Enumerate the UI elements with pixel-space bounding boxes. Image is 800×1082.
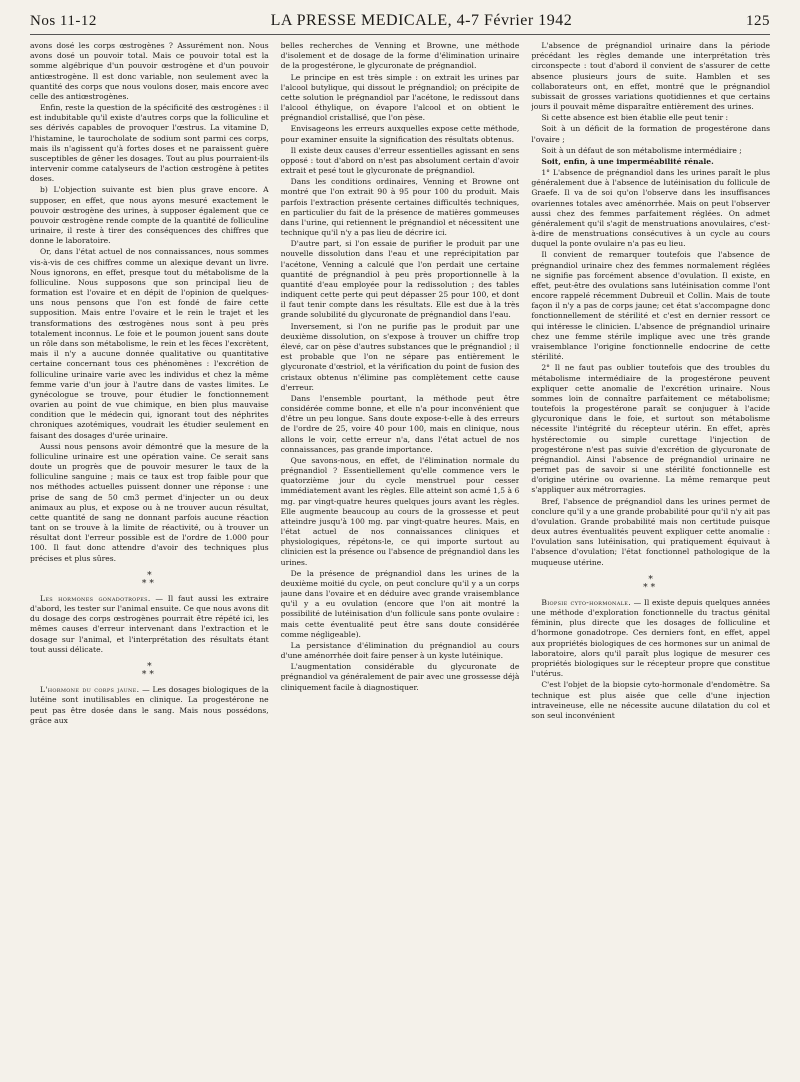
paragraph: Que savons-nous, en effet, de l'élimination normale du prégnandiol ? Essentiellement qu'elle commence vers le quatorzième jour du cycle menstruel pour cesser immédiatement avant les règles. Elle atteint son acmé 1,5 à 6 mg. par vingt-quatre heures quelques jours avant les règles. Elle augmente beaucoup au cours de la grossesse et peut atteindre jusqu'à 100 mg. par vingt-quatre heures. Mais, en l'état actuel de nos connaissances cliniques et physiologiques, répétons-le, ce qui importe surtout au clinicien est la présence ou l'absence de prégnandiol dans les urines.: [280, 455, 520, 567]
section-separator: * **: [141, 570, 157, 589]
paragraph: Soit à un déficit de la formation de progestérone dans l'ovaire ;: [531, 124, 771, 144]
paragraph: La persistance d'élimination du prégnandiol au cours d'une aménorrhée doit faire penser à un kyste lutéinique.: [280, 640, 520, 661]
paragraph: Il convient de remarquer toutefois que l'absence de prégnandiol urinaire chez des femmes normalement réglées ne signifie pas forcément absence d'ovulation. Il existe, en effet, peut-être des ovulations sans lutéinisation comme l'ont encore rappelé récemment Dubreuil et Collin. Mais de toute façon il n'y a pas de corps jaune; cet état s'accompagne donc fonctionnellement de stérilité et c'est en dernier ressort ce qui intéresse le clinicien. L'absence de prégnandiol urinaire chez une femme stérile implique avec une très grande vraisemblance l'origine fonctionnelle endocrine de cette stérilité.: [531, 250, 771, 362]
section-gonadotropes: [30, 594, 269, 655]
paragraph: Aussi nous pensons avoir démontré que la mesure de la folliculine urinaire est une opération vaine. Ce serait sans doute un progrès que de pouvoir mesurer le taux de la folliculine sanguine ; mais ce taux est trop faible pour que nos méthodes actuelles puissent donner une réponse : une prise de sang de 50 cm3 permet d'injecter un ou deux animaux au plus, et expose ou à ne trouver aucun résultat, cette quantité de sang ne donnant parfois aucune réaction tant on se trouve à la limite de réactivité, ou à trouver un résultat dont l'erreur possible est de l'ordre de 1.000 pour 100. Il faut donc attendre d'avoir des techniques plus précises et plus sûres.: [30, 441, 269, 563]
page-number: 125: [746, 13, 770, 29]
issue-number: Nos 11-12: [30, 13, 97, 29]
paragraph: Dans l'ensemble pourtant, la méthode peut être considérée comme bonne, et elle n'a pour inconvénient que d'être un peu longue. Sans doute expose-t-elle à des erreurs de l'ordre de 25, voire 40 pour 100, mais en clinique, nous allons le voir, cette erreur n'a, dans l'état actuel de nos connaissances, pas grande importance.: [280, 393, 520, 454]
section-separator: * **: [643, 574, 659, 593]
section-corps-jaune: [30, 685, 269, 726]
paragraph: L'absence de prégnandiol urinaire dans la période précédant les règles demande une interprétation très circonspecte : tout d'abord il convient de s'assurer de cette absence plusieurs jours de suite. Hamblen et ses collaborateurs ont, en effet, montré que le prégnandiol subissait de grosses variations quotidiennes et que certains jours il pouvait même disparaître entièrement des urines.: [531, 41, 771, 112]
paragraph: De la présence de prégnandiol dans les urines de la deuxième moitié du cycle, on peut conclure qu'il y a un corps jaune dans l'ovaire et en déduire avec grande vraisemblance qu'il y a eu ovulation (encore que l'on ait montré la possibilité de lutéinisation d'un follicule sans ponte ovulaire : mais cette éventualité peut être sans doute considérée comme négligeable).: [280, 568, 520, 639]
section-separator: * **: [141, 661, 157, 681]
paragraph: Enfin, reste la question de la spécificité des œstrogènes : il est indubitable qu'il existe d'autres corps que la folliculine et ses dérivés capables de provoquer l'œstrus. La vitamine D, l'histamine, le taurocholate de sodium sont parmi ces corps, mais ils n'agissent qu'à fortes doses et ne paraissent guère susceptibles de gêner les dosages. Tout au plus pourraient-ils intervenir comme catalyseurs de l'action œstrogène à petites doses.: [30, 103, 269, 184]
section-text: — Il existe depuis quelques années une méthode d'exploration fonctionnelle du tractus génital féminin, plus directe que les dosages de folliculine et d'hormone gonadotrope. Ces derniers font, en effet, appel aux propriétés biologiques de ces hormones sur un animal de laboratoire, alors qu'il paraît plus logique de mesurer ces propriétés biologiques sur le récepteur propre que constitue l'utérus.: [531, 597, 771, 679]
paragraph: Inversement, si l'on ne purifie pas le produit par une deuxième dissolution, on s'expose à trouver un chiffre trop élevé, car on pèse d'autres substances que le prégnandiol ; il est probable que l'on ne sépare pas entièrement le glycuronate d'œstriol, et la vérification du point de fusion des cristaux obtenus n'élimine pas complètement cette cause d'erreur.: [280, 321, 520, 392]
column-3: [531, 41, 770, 1071]
publication-title: LA PRESSE MEDICALE, 4-7 Février 1942: [270, 12, 573, 29]
paragraph: Si cette absence est bien établie elle peut tenir :: [541, 113, 729, 123]
paragraph: Il existe deux causes d'erreur essentielles agissant en sens opposé : tout d'abord on n'est pas absolument certain d'avoir extrait et pesé tout le glycuronate de prégnandiol.: [280, 145, 520, 176]
paragraph: Soit, enfin, à une imperméabilité rénale.: [541, 156, 714, 166]
text-columns: [30, 41, 770, 1071]
section-title: L'hormone du corps jaune.: [40, 685, 140, 695]
paragraph: L'augmentation considérable du glycuronate de prégnandiol va généralement de pair avec une grossesse déjà cliniquement facile à diagnostiquer.: [280, 662, 520, 692]
paragraph: Or, dans l'état actuel de nos connaissances, nous sommes vis-à-vis de ces chiffres comme un alexique devant un livre. Nous ignorons, en effet, presque tout du métabolisme de la folliculine. Nous supposons que son principal lieu de formation est l'ovaire et en dépit de l'opinion de quelques-uns nous pensons que l'on est fondé de faire cette supposition. Mais entre l'ovaire et le rein le trajet et les transformations des œstrogènes nous sont à peu près totalement inconnus. Le foie et le poumon jouent sans doute un rôle dans son métabolisme, le rein et les fèces l'excrètent, mais il n'y a aucune donnée qualitative ou quantitative certaine concernant tous ces phénomènes : l'excrétion de folliculine urinaire varie avec les individus et chez la même femme varie d'un jour à l'autre dans de vastes limites. Le gynécologue se trouve, pour étudier le fonctionnement ovarien au point de vue chimique, en bien plus mauvaise condition que le médecin qui, ignorant tout des néphrites chroniques azotémiques, voudrait les étudier seulement en faisant des dosages d'urée urinaire.: [30, 247, 269, 440]
paragraph: belles recherches de Venning et Browne, une méthode d'isolement et de dosage de la forme d'élimination urinaire de la progestérone, le glycuronate de prégnandiol.: [280, 41, 520, 71]
paragraph: 1° L'absence de prégnandiol dans les urines paraît le plus généralement due à l'absence de lutéinisation du follicule de Graefe. Il va de soi qu'on l'observe dans les insuffisances ovariennes totales avec aménorrhée. Mais on peut l'observer aussi chez des femmes parfaitement réglées. On admet généralement qu'il s'agit de menstruations anovulaires, c'est-à-dire de menstruations consécutives à un cycle au cours duquel la ponte ovulaire n'a pas eu lieu.: [531, 168, 771, 249]
paragraph: Envisageons les erreurs auxquelles expose cette méthode, pour examiner ensuite la signification des résultats obtenus.: [280, 124, 520, 144]
paragraph: Le principe en est très simple : on extrait les urines par l'alcool butylique, qui dissout le prégnandiol; on précipite de cette solution le prégnandiol par l'acétone, le redissout dans l'alcool éthylique, on évapore l'alcool et on obtient le prégnandiol cristallisé, que l'on pèse.: [280, 72, 520, 123]
paragraph: Bref, l'absence de prégnandiol dans les urines permet de conclure qu'il y a une grande probabilité pour qu'il n'y ait pas d'ovulation. Grande probabilité mais non certitude puisque deux autres éventualités peuvent expliquer cette anomalie : l'ovulation sans lutéinisation, qui pratiquement équivaut à l'absence d'ovulation; l'état fonctionnel pathologique de la muqueuse utérine.: [531, 496, 771, 567]
section-text: — Les dosages biologiques de la lutéine sont inutilisables en clinique. La progestérone ne peut pas être dosée dans le sang. Mais nous possédons, grâce aux: [30, 685, 269, 725]
paragraph: Soit à un défaut de son métabolisme intermédiaire ;: [541, 145, 742, 155]
paragraph: D'autre part, si l'on essaie de purifier le produit par une nouvelle dissolution dans l'eau et une reprécipitation par l'acétone, Venning a calculé que l'on perdait une certaine quantité de prégnandiol à peu près proportionnelle à la quantité d'eau employée pour la redissolution ; des tables indiquent cette perte qui peut dépasser 25 pour 100, et dont il faut tenir compte dans les résultats. Elle est due à la très grande solubilité du glycuronate de prégnandiol dans l'eau.: [280, 239, 520, 320]
paragraph: C'est l'objet de la biopsie cyto-hormonale d'endomètre. Sa technique est plus aisée que celle d'une injection intraveineuse, elle ne nécessite aucune dilatation du col et son seul inconvénient: [531, 680, 771, 720]
paragraph: Dans les conditions ordinaires, Venning et Browne ont montré que l'on extrait 90 à 95 pour 100 du produit. Mais parfois l'extraction présente certaines difficultés techniques, en particulier du fait de la présence de matières gommeuses dans l'urine, qui retiennent le prégnandiol et nécessitent une technique qu'il n'y a pas lieu de décrire ici.: [280, 177, 520, 238]
paragraph: avons dosé les corps œstrogènes ? Assurément non. Nous avons dosé un pouvoir total. Mais ce pouvoir total est la somme algébrique d'un pouvoir œstrogène et d'un pouvoir antiœstrogène. Il est donc variable, non seulement avec la quantité des corps que nous voulons doser, mais encore avec celle des antiœstrogènes.: [30, 41, 269, 101]
paragraph: 2° Il ne faut pas oublier toutefois que des troubles du métabolisme intermédiaire de la progestérone peuvent expliquer cette anomalie de l'excrétion urinaire. Nous sommes loin de connaître parfaitement ce métabolisme; toutefois la progestérone paraît se conjuguer à l'acide glycuronique dans le foie, et surtout son métabolisme nécessite l'intégrité du récepteur utérin. En effet, après hystérectomie ou simple curettage l'injection de progestérone n'est pas suivie d'excrétion de glycuronate de prégnandiol. Ainsi l'absence de prégnandiol urinaire ne permet pas de savoir si une stérilité fonctionnelle est d'origine utérine ou ovarienne. La même remarque peut s'appliquer aux métrorragies.: [531, 363, 771, 495]
column-2: [281, 41, 520, 1071]
section-text: — Il faut aussi les extraire d'abord, les tester sur l'animal ensuite. Ce que nous avons dit du dosage des corps œstrogènes pourrait être répété ici, les mêmes causes d'erreur intervenant dans l'extraction et le dosage sur l'animal, et l'interprétation des résultats étant tout aussi délicate.: [30, 593, 269, 654]
section-title: Biopsie cyto-hormonale.: [541, 597, 631, 607]
section-biopsie: [531, 598, 770, 679]
column-1: [30, 41, 269, 1071]
masthead: [30, 12, 770, 35]
paragraph: b) L'objection suivante est bien plus grave encore. A supposer, en effet, que nous ayons mesuré exactement le pouvoir œstrogène des urines, à supposer également que ce pouvoir œstrogène rende compte de la quantité de folliculine urinaire, il reste à tirer des conséquences des chiffres que donne le laboratoire.: [30, 185, 269, 246]
section-title: Les hormones gonadotropes.: [40, 593, 151, 603]
